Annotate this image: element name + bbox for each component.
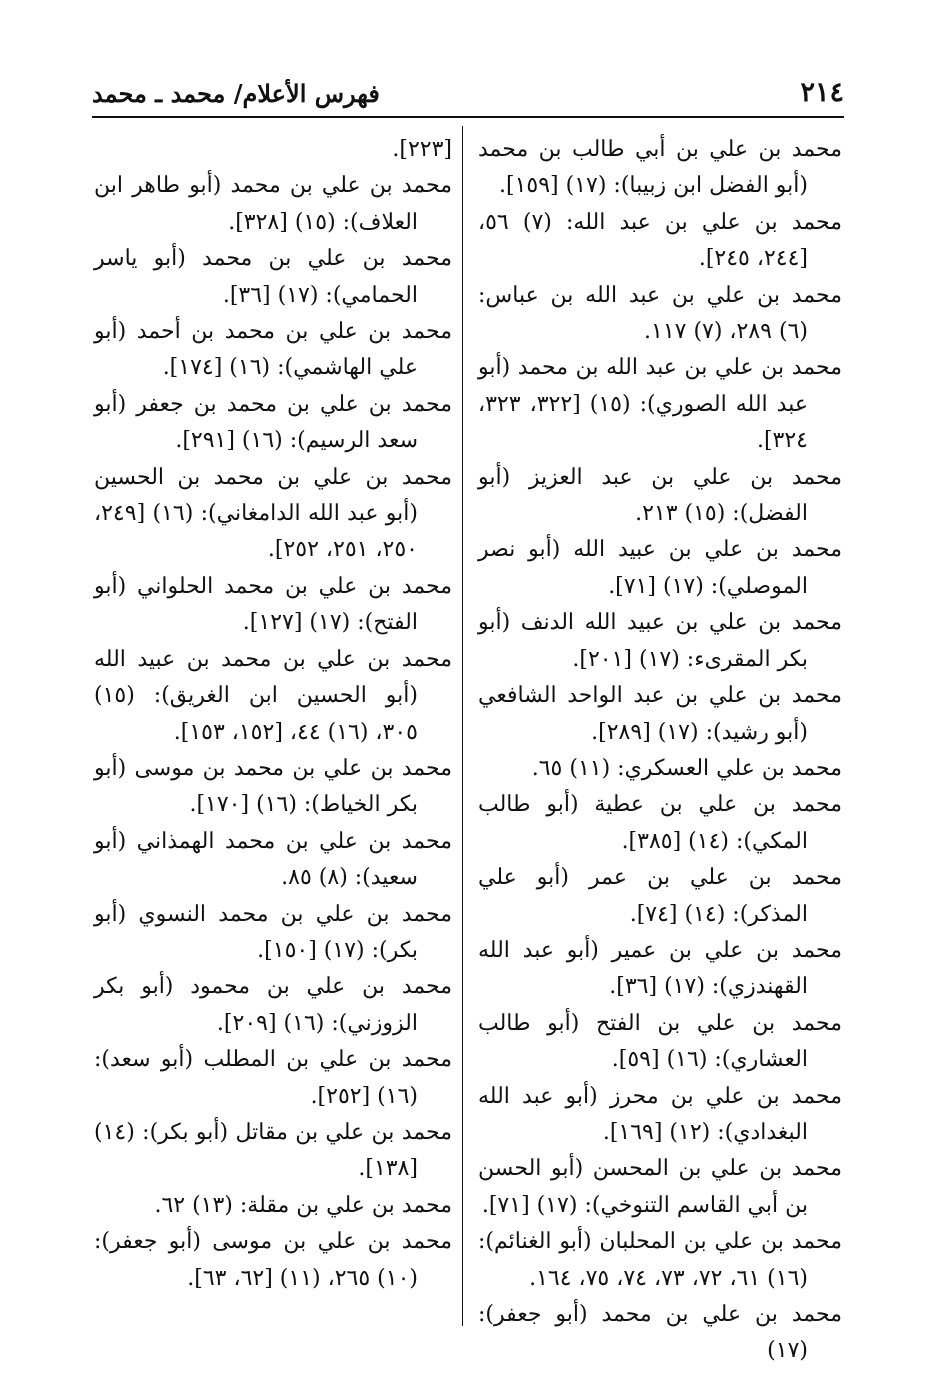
index-entry: محمد بن علي بن محمد (أبو طاهر ابن العلاف): (١٥) [٣٢٨].	[94, 173, 452, 235]
right-column	[478, 132, 842, 1370]
index-entry: محمد بن علي بن محمد بن عبيد الله (أبو الحسين ابن الغريق): (١٥) ٣٠٥، (١٦) ٤٤، [١٥٢، ١٥٣].	[94, 646, 452, 745]
index-entry: محمد بن علي بن المحسن (أبو الحسن بن أبي القاسم التنوخي): (١٧) [٧١].	[478, 1156, 842, 1218]
index-entry: محمد بن علي بن محمد الهمذاني (أبو سعيد): (٨) ٨٥.	[94, 828, 452, 891]
index-entry: محمد بن علي بن محمد (أبو جعفر): (١٧)	[478, 1302, 842, 1364]
index-entry: محمد بن علي بن عمر (أبو علي المذكر): (١٤) [٧٤].	[478, 865, 842, 927]
index-entry: محمد بن علي بن محمد بن موسى (أبو بكر الخياط): (١٦) [١٧٠].	[94, 755, 452, 818]
index-entry: محمد بن علي بن عبد الله: (٧) ٥٦، [٢٤٤، ٢٤٥].	[478, 209, 843, 272]
index-entry: محمد بن علي بن مقلة: (١٣) ٦٢.	[154, 1192, 452, 1218]
index-entry: محمد بن علي بن محمد النسوي (أبو بكر): (١٧) [١٥٠].	[94, 901, 452, 963]
index-entry: محمد بن علي بن عبد الله بن عباس: (٦) ٢٨٩، (٧) ١١٧.	[478, 282, 842, 345]
header-rule	[92, 116, 844, 118]
index-entry: محمد بن علي بن المحلبان (أبو الغنائم): (١٦) ٦١، ٧٢، ٧٣، ٧٤، ٧٥، ١٦٤.	[478, 1229, 842, 1291]
index-entry: محمد بن علي بن عبد العزيز (أبو الفضل): (١٥) ٢١٣.	[478, 464, 842, 527]
index-entry: محمد بن علي بن محرز (أبو عبد الله البغدادي): (١٢) [١٦٩].	[478, 1083, 842, 1145]
index-entry: محمد بن علي بن محمد الحلواني (أبو الفتح): (١٧) [١٢٧].	[94, 573, 452, 636]
index-entry: محمد بن علي بن محمد بن جعفر (أبو سعد الرسيم): (١٦) [٢٩١].	[94, 391, 452, 454]
page-header	[92, 60, 844, 112]
index-entry: محمد بن علي بن مقاتل (أبو بكر): (١٤) [١٣٨].	[94, 1119, 452, 1182]
column-divider	[462, 126, 463, 1326]
index-entry: محمد بن علي بن عمير (أبو عبد الله القهندزي): (١٧) [٣٦].	[478, 937, 842, 1000]
index-entry: محمد بن علي بن محمد بن أحمد (أبو علي الهاشمي): (١٦) [١٧٤].	[94, 319, 452, 381]
index-entry: محمد بن علي بن الفتح (أبو طالب العشاري): (١٦) [٥٩].	[478, 1010, 842, 1073]
index-entry: محمد بن علي بن أبي طالب بن محمد (أبو الفضل ابن زبيبا): (١٧) [١٥٩].	[478, 137, 842, 199]
index-entry: محمد بن علي بن عطية (أبو طالب المكي): (١٤) [٣٨٥].	[478, 792, 842, 854]
index-entry: محمد بن علي بن عبد الله بن محمد (أبو عبد الله الصوري): (١٥) [٣٢٢، ٣٢٣، ٣٢٤].	[478, 355, 842, 454]
index-entry: محمد بن علي بن محمد بن الحسين (أبو عبد الله الدامغاني): (١٦) [٢٤٩، ٢٥٠، ٢٥١، ٢٥٢].	[94, 464, 452, 563]
index-entry: محمد بن علي العسكري: (١١) ٦٥.	[531, 755, 842, 781]
index-entry: محمد بن علي بن عبد الواحد الشافعي (أبو رشيد): (١٧) [٢٨٩].	[478, 683, 842, 745]
index-entry-continuation: [٢٢٣].	[392, 137, 452, 162]
index-entry: محمد بن علي بن عبيد الله الدنف (أبو بكر المقرىء: (١٧) [٢٠١].	[478, 610, 842, 672]
index-entry: محمد بن علي بن محمود (أبو بكر الزوزني): (١٦) [٢٠٩].	[94, 974, 452, 1036]
left-column	[94, 132, 452, 1297]
index-entry: محمد بن علي بن موسى (أبو جعفر): (١٠) ٢٦٥، (١١) [٦٢، ٦٣].	[94, 1229, 452, 1291]
index-entry: محمد بن علي بن محمد (أبو ياسر الحمامي): (١٧) [٣٦].	[94, 246, 452, 308]
index-entry: محمد بن علي بن المطلب (أبو سعد): (١٦) [٢٥٢].	[94, 1047, 452, 1109]
page-number: ٢١٤	[800, 77, 844, 108]
running-title: فهرس الأعلام/ محمد ـ محمد	[92, 79, 380, 108]
index-entry: محمد بن علي بن عبيد الله (أبو نصر الموصلي): (١٧) [٧١].	[478, 537, 842, 599]
